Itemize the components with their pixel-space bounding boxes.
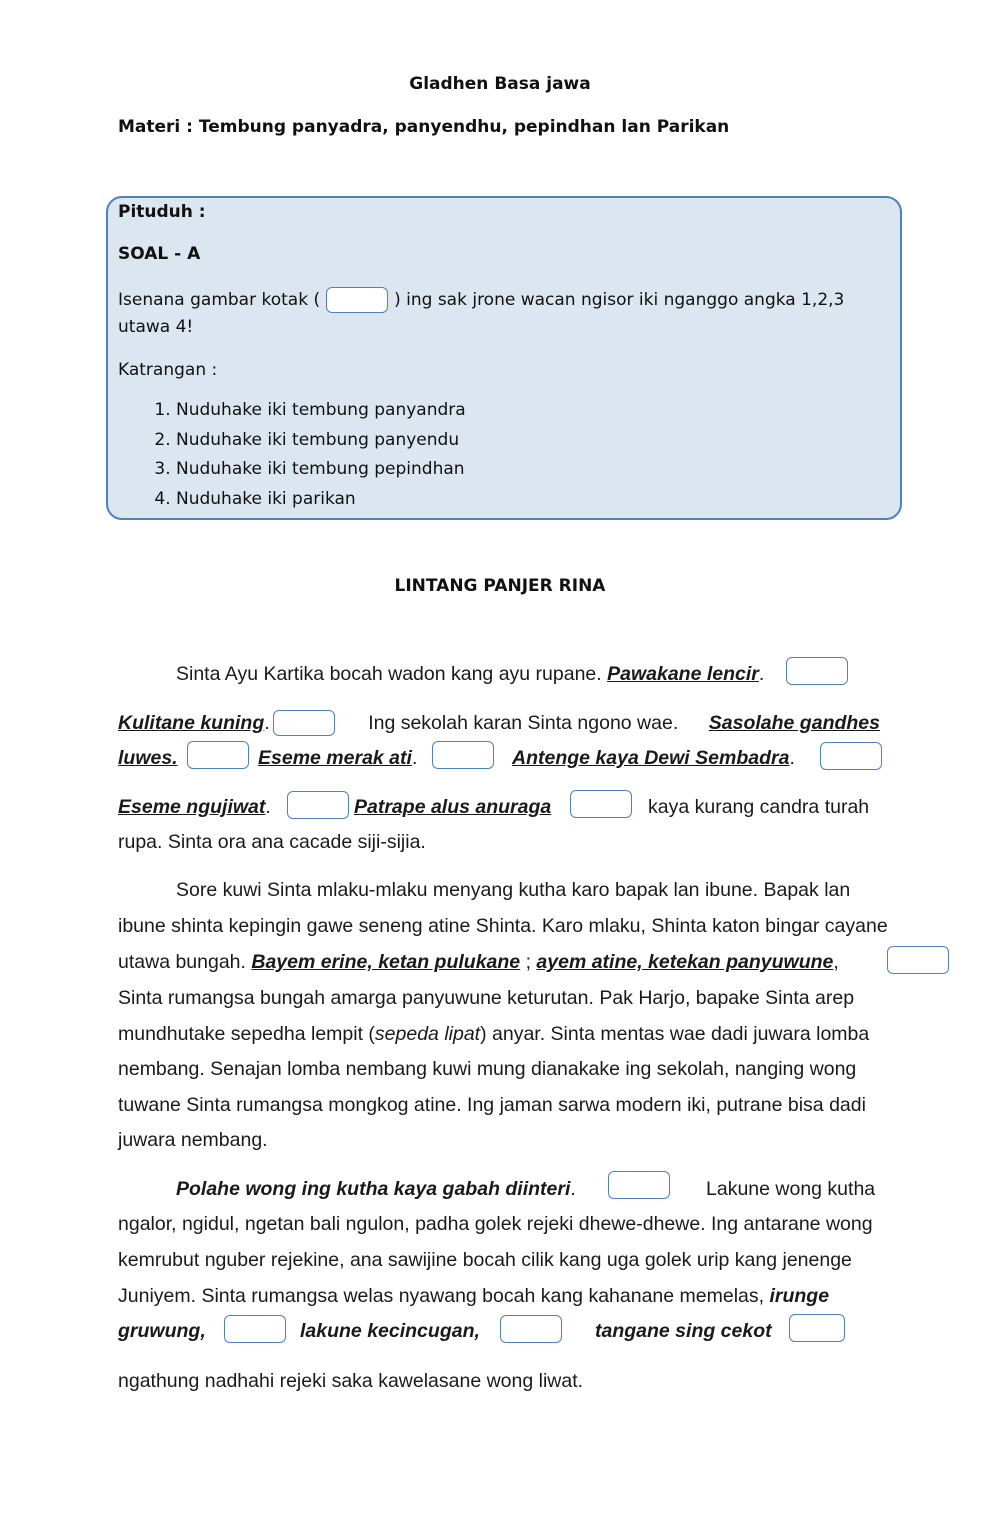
answer-box-7[interactable] xyxy=(570,790,632,818)
p1-phrase-antenge: Antenge kaya Dewi Sembadra xyxy=(512,747,790,769)
p3-line-3: kemrubut nguber rejekine, ana sawijine bocah cilik kang uga golek urip kang jenenge xyxy=(118,1249,852,1271)
p1-text-k-wrap xyxy=(648,794,880,820)
p1-line-4: Eseme ngujiwat. xyxy=(118,796,271,818)
p3-phrase-tangane-wrap xyxy=(595,1318,772,1344)
answer-box-11[interactable] xyxy=(500,1315,562,1343)
answer-box-5[interactable] xyxy=(820,742,882,770)
katrangan-item-4: 4. Nuduhake iki parikan xyxy=(176,485,466,515)
p1-line-5: rupa. Sinta ora ana cacade siji-sijia. xyxy=(118,831,426,853)
p3-text-b: Lakune wong kutha xyxy=(706,1178,876,1200)
p1-phrase-eseme-merak-wrap: Eseme merak ati. xyxy=(258,747,418,769)
answer-box-6[interactable] xyxy=(287,791,349,819)
p2-line-5 xyxy=(118,1021,880,1047)
p1-phrase-patrape: Patrape alus anuraga xyxy=(354,796,552,818)
answer-box-9[interactable] xyxy=(608,1171,670,1199)
p2-line-6: nembang. Senajan lomba nembang kuwi mung dianakake ing sekolah, nanging wong xyxy=(118,1058,857,1080)
katrangan-list xyxy=(118,396,466,514)
p2-line-2: ibune shinta kepingin gawe seneng atine Shinta. Karo mlaku, Shinta katon bingar cayane xyxy=(118,915,888,937)
p3-phrase-tangane: tangane sing cekot xyxy=(595,1320,772,1342)
p2-text-l5c: ) anyar. Sinta mentas wae dadi juwara lomba xyxy=(480,1023,870,1045)
story-title: LINTANG PANJER RINA xyxy=(394,576,606,596)
soal-label: SOAL - A xyxy=(118,244,201,264)
instruction-line-1 xyxy=(118,287,844,313)
katrangan-label: Katrangan : xyxy=(118,360,218,380)
answer-box-1[interactable] xyxy=(786,657,848,685)
p1-text-a: Sinta Ayu Kartika bocah wadon kang ayu rupane. xyxy=(176,663,602,685)
p3-phrase-lakune-wrap xyxy=(300,1318,480,1344)
answer-box-4[interactable] xyxy=(432,741,494,769)
katrangan-item-3: 3. Nuduhake iki tembung pepindhan xyxy=(176,455,466,485)
answer-box-8[interactable] xyxy=(887,946,949,974)
p1-phrase-patrape-wrap xyxy=(354,794,551,820)
p1-phrase-kulitane: Kulitane kuning xyxy=(118,711,265,734)
materi-heading: Materi : Tembung panyadra, panyendhu, pepindhan lan Parikan xyxy=(118,117,730,137)
p2-line-4: Sinta rumangsa bungah amarga panyuwune keturutan. Pak Harjo, bapake Sinta arep xyxy=(118,987,855,1009)
p1-phrase-pawakane: Pawakane lencir xyxy=(607,663,759,685)
p3-phrase-gruwung-wrap xyxy=(118,1318,206,1344)
instruction-text-after: ) ing sak jrone wacan ngisor iki nganggo angka 1,2,3 xyxy=(394,290,845,310)
answer-box-12[interactable] xyxy=(789,1314,845,1342)
answer-box-3[interactable] xyxy=(187,741,249,769)
pituduh-heading: Pituduh : xyxy=(118,202,206,222)
p2-parikan-b: ayem atine, ketekan panyuwune xyxy=(536,951,834,973)
p1-text-d: Ing sekolah karan Sinta ngono wae. xyxy=(368,712,679,734)
p1-line-1: Sinta Ayu Kartika bocah wadon kang ayu rupane. Pawakane lencir. xyxy=(176,663,765,685)
p3-line-4 xyxy=(118,1283,880,1309)
p1-phrase-eseme-ngujiwat: Eseme ngujiwat xyxy=(118,796,266,818)
p3-text-l4a: Juniyem. Sinta rumangsa welas nyawang bocah kang kahanane memelas, xyxy=(118,1285,765,1307)
p2-line-8: juwara nembang. xyxy=(118,1129,268,1151)
p2-text-l5a: mundhutake sepedha lempit ( xyxy=(118,1023,375,1045)
p1-phrase-sasolahe: Sasolahe gandhes xyxy=(708,712,880,734)
sample-answer-box xyxy=(326,287,388,313)
katrangan-item-2: 2. Nuduhake iki tembung panyendu xyxy=(176,426,466,456)
p3-phrase-irunge: irunge xyxy=(769,1285,830,1307)
p2-text-l3a: utawa bungah. xyxy=(118,951,246,973)
p3-line-6: ngathung nadhahi rejeki saka kawelasane wong liwat. xyxy=(118,1370,584,1392)
p1-line-2: Kulitane kuning. Ing sekolah karan Sinta ngono wae. Sasolahe gandhes xyxy=(118,710,880,736)
p3-phrase-lakune: lakune kecincugan, xyxy=(300,1320,480,1342)
p2-line-1: Sore kuwi Sinta mlaku-mlaku menyang kutha karo bapak lan ibune. Bapak lan xyxy=(176,879,851,901)
p2-text-l5b: sepeda lipat xyxy=(374,1023,481,1045)
p3-line-1: Polahe wong ing kutha kaya gabah diinteri. xyxy=(176,1178,576,1200)
p2-line-7: tuwane Sinta rumangsa mongkog atine. Ing jaman sarwa modern iki, putrane bisa dadi xyxy=(118,1094,866,1116)
p3-line-2: ngalor, ngidul, ngetan bali ngulon, padha golek rejeki dhewe-dhewe. Ing antarane wong xyxy=(118,1213,873,1235)
p1-text-k: kaya kurang candra turah xyxy=(648,796,870,818)
p2-parikan-a: Bayem erine, ketan pulukane xyxy=(251,951,521,973)
answer-box-2[interactable] xyxy=(273,710,335,736)
instruction-line-2: utawa 4! xyxy=(118,317,194,337)
p1-phrase-luwes: luwes. xyxy=(118,747,178,769)
katrangan-item-1: 1. Nuduhake iki tembung panyandra xyxy=(176,396,466,426)
p2-line-3: utawa bungah. Bayem erine, ketan pulukane ; ayem atine, ketekan panyuwune, xyxy=(118,951,839,973)
p3-phrase-polahe: Polahe wong ing kutha kaya gabah diinteri xyxy=(176,1178,571,1200)
answer-box-10[interactable] xyxy=(224,1315,286,1343)
p1-phrase-antenge-wrap: Antenge kaya Dewi Sembadra. xyxy=(512,747,795,769)
p3-phrase-gruwung: gruwung, xyxy=(118,1320,206,1342)
worksheet-title: Gladhen Basa jawa xyxy=(409,74,591,94)
p1-phrase-eseme-merak: Eseme merak ati xyxy=(258,747,412,769)
instruction-text-before: Isenana gambar kotak ( xyxy=(118,290,321,310)
